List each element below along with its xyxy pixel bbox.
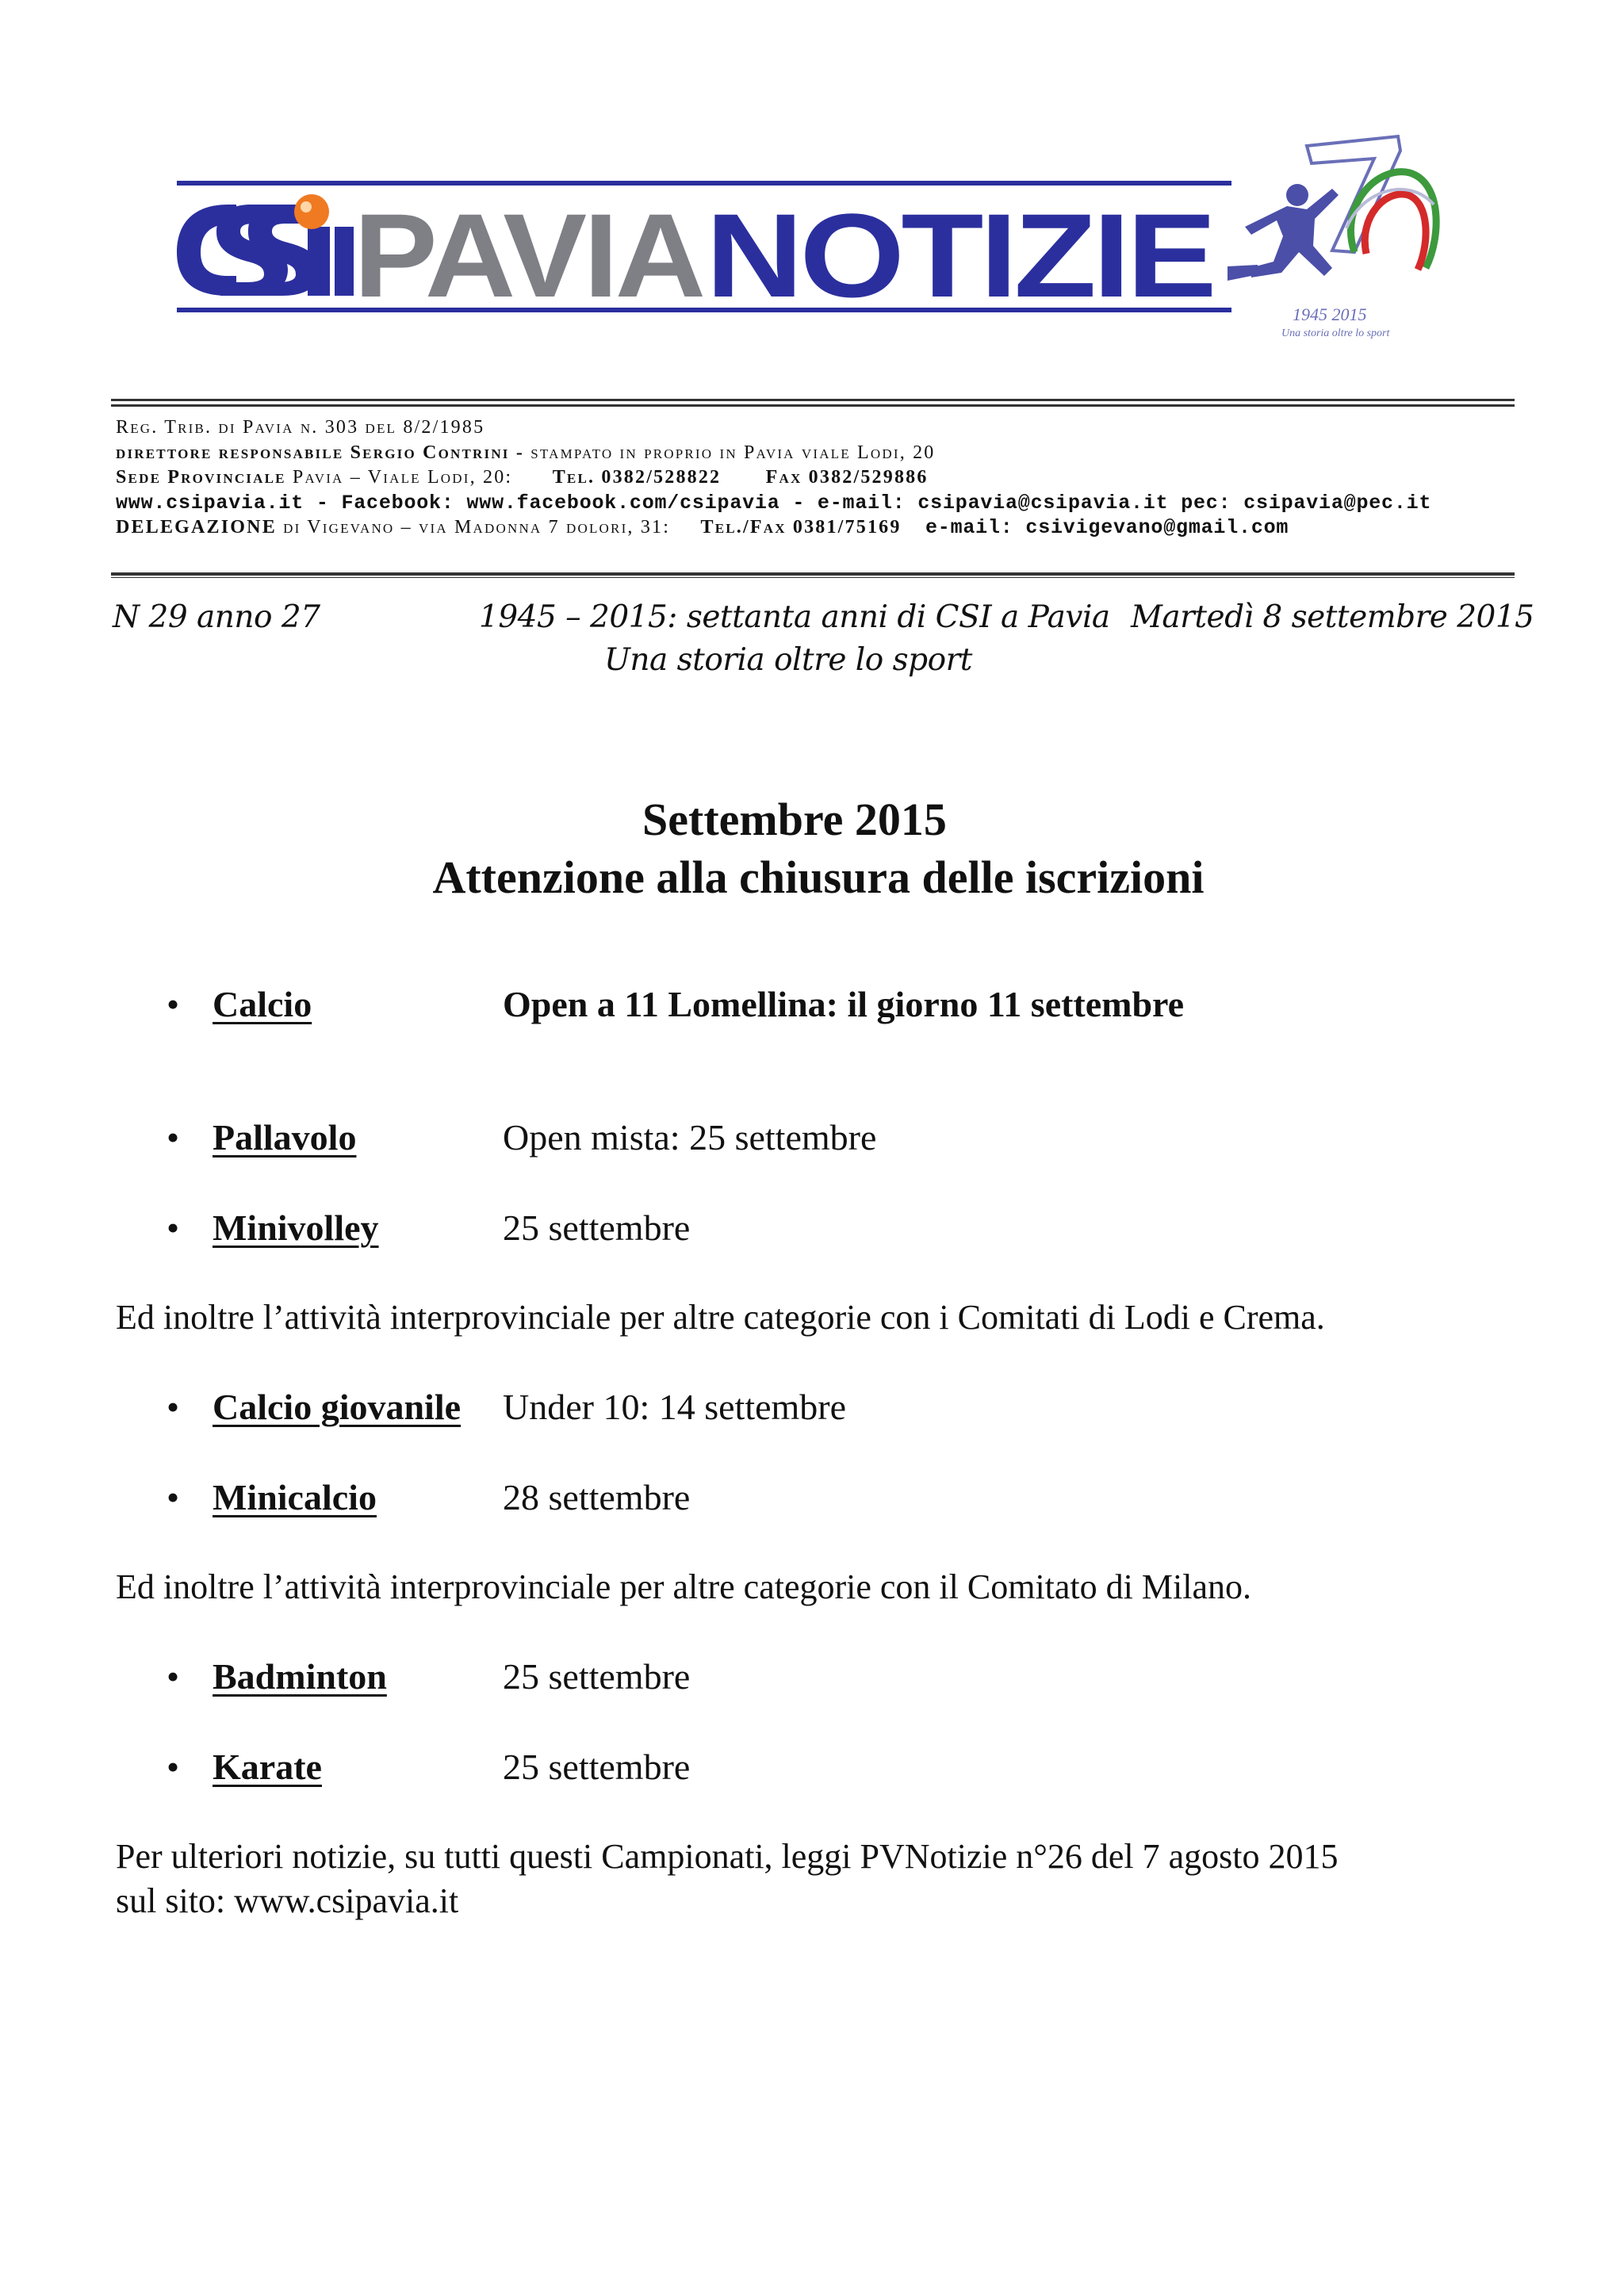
sport-name: Minicalcio — [213, 1477, 377, 1517]
bullet-icon: • — [167, 1387, 180, 1427]
hq-address: Pavia – Viale Lodi, 20: — [285, 467, 513, 488]
info-top-rule — [111, 399, 1515, 407]
delegation-address: di Vigevano – via Madonna 7 dolori, 31: — [276, 517, 671, 538]
anniversary-emblem — [1228, 136, 1436, 339]
sport-name: Badminton — [213, 1656, 387, 1697]
bullet-icon: • — [167, 984, 180, 1024]
director-text: direttore responsabile Sergio Contrini - — [116, 442, 525, 463]
anniversary-years: 1945 2015 — [1293, 304, 1367, 324]
bullet-icon: • — [167, 1747, 180, 1787]
interprovincial-note-milano: Ed inoltre l’attività interprovinciale per altre categorie con il Comitato di Milano. — [116, 1567, 1251, 1606]
sport-name: Calcio — [213, 984, 312, 1024]
page-title: Settembre 2015 — [642, 794, 947, 845]
bullet-icon: • — [167, 1117, 180, 1158]
sport-name: Minivolley — [213, 1207, 379, 1248]
sport-deadline: Open a 11 Lomellina: il giorno 11 settembre — [503, 984, 1185, 1024]
publication-info — [116, 415, 1519, 541]
info-bottom-rule — [111, 572, 1515, 576]
anniversary-motto: Una storia oltre lo sport — [1281, 327, 1390, 339]
motto-line: Una storia oltre lo sport — [604, 642, 972, 678]
sport-name: Pallavolo — [213, 1117, 357, 1158]
masthead-banner — [173, 133, 1442, 355]
footer-note: Per ulteriori notizie, su tutti questi Campionati, leggi PVNotizie n°26 del 7 agosto 2015 — [116, 1837, 1339, 1876]
footer-website[interactable]: sul sito: www.csipavia.it — [116, 1881, 459, 1920]
bullet-icon: • — [167, 1656, 180, 1697]
issue-number: N 29 anno 27 — [113, 599, 320, 635]
interprovincial-note-lodi: Ed inoltre l’attività interprovinciale per altre categorie con i Comitati di Lodi e Crema. — [116, 1298, 1325, 1337]
info-delegation — [116, 515, 1519, 541]
brand-left-word: PAVIA — [354, 189, 703, 322]
delegation-phone: Tel./Fax 0381/75169 — [700, 517, 902, 538]
hq-phone: Tel. 0382/528822 — [552, 467, 722, 488]
sport-deadline: Under 10: 14 settembre — [503, 1387, 847, 1427]
brand-right-word: NOTIZIE — [706, 189, 1213, 322]
csi-logo — [177, 188, 366, 321]
printed-text: stampato in proprio in Pavia viale Lodi, 20 — [524, 442, 936, 463]
delegation-label: DELEGAZIONE — [116, 517, 277, 538]
masthead — [173, 133, 1442, 355]
sport-deadline: 25 settembre — [503, 1656, 691, 1697]
info-bottom-rule-thin — [111, 577, 1515, 578]
info-web — [116, 491, 1519, 516]
hq-fax: Fax 0382/529886 — [765, 467, 929, 488]
info-director — [116, 441, 1519, 466]
delegation-email[interactable]: e-mail: csivigevano@gmail.com — [925, 516, 1289, 539]
web-contacts[interactable]: www.csipavia.it - Facebook: www.facebook.com/csipavia - e-mail: csipavia@csipavia.it pec: csipavia@pec.it — [116, 491, 1432, 515]
sport-name: Karate — [213, 1747, 322, 1787]
hq-label: Sede Provinciale — [116, 467, 286, 488]
sport-deadline: 25 settembre — [503, 1747, 691, 1787]
sport-name: Calcio giovanile — [213, 1387, 462, 1427]
sport-deadline: 28 settembre — [503, 1477, 691, 1517]
bullet-icon: • — [167, 1477, 180, 1517]
sport-deadline: Open mista: 25 settembre — [503, 1117, 877, 1158]
registration-text: Reg. Trib. di Pavia n. 303 del 8/2/1985 — [116, 417, 485, 438]
masthead-top-rule — [177, 181, 1231, 186]
bullet-icon: • — [167, 1207, 180, 1248]
info-registration — [116, 415, 1519, 441]
page-subtitle: Attenzione alla chiusura delle iscrizioni — [432, 851, 1205, 903]
info-headquarters — [116, 465, 1519, 491]
anniversary-line: 1945 – 2015: settanta anni di CSI a Pavia — [479, 599, 1110, 635]
sport-deadline: 25 settembre — [503, 1207, 691, 1248]
issue-date: Martedì 8 settembre 2015 — [1131, 599, 1534, 635]
